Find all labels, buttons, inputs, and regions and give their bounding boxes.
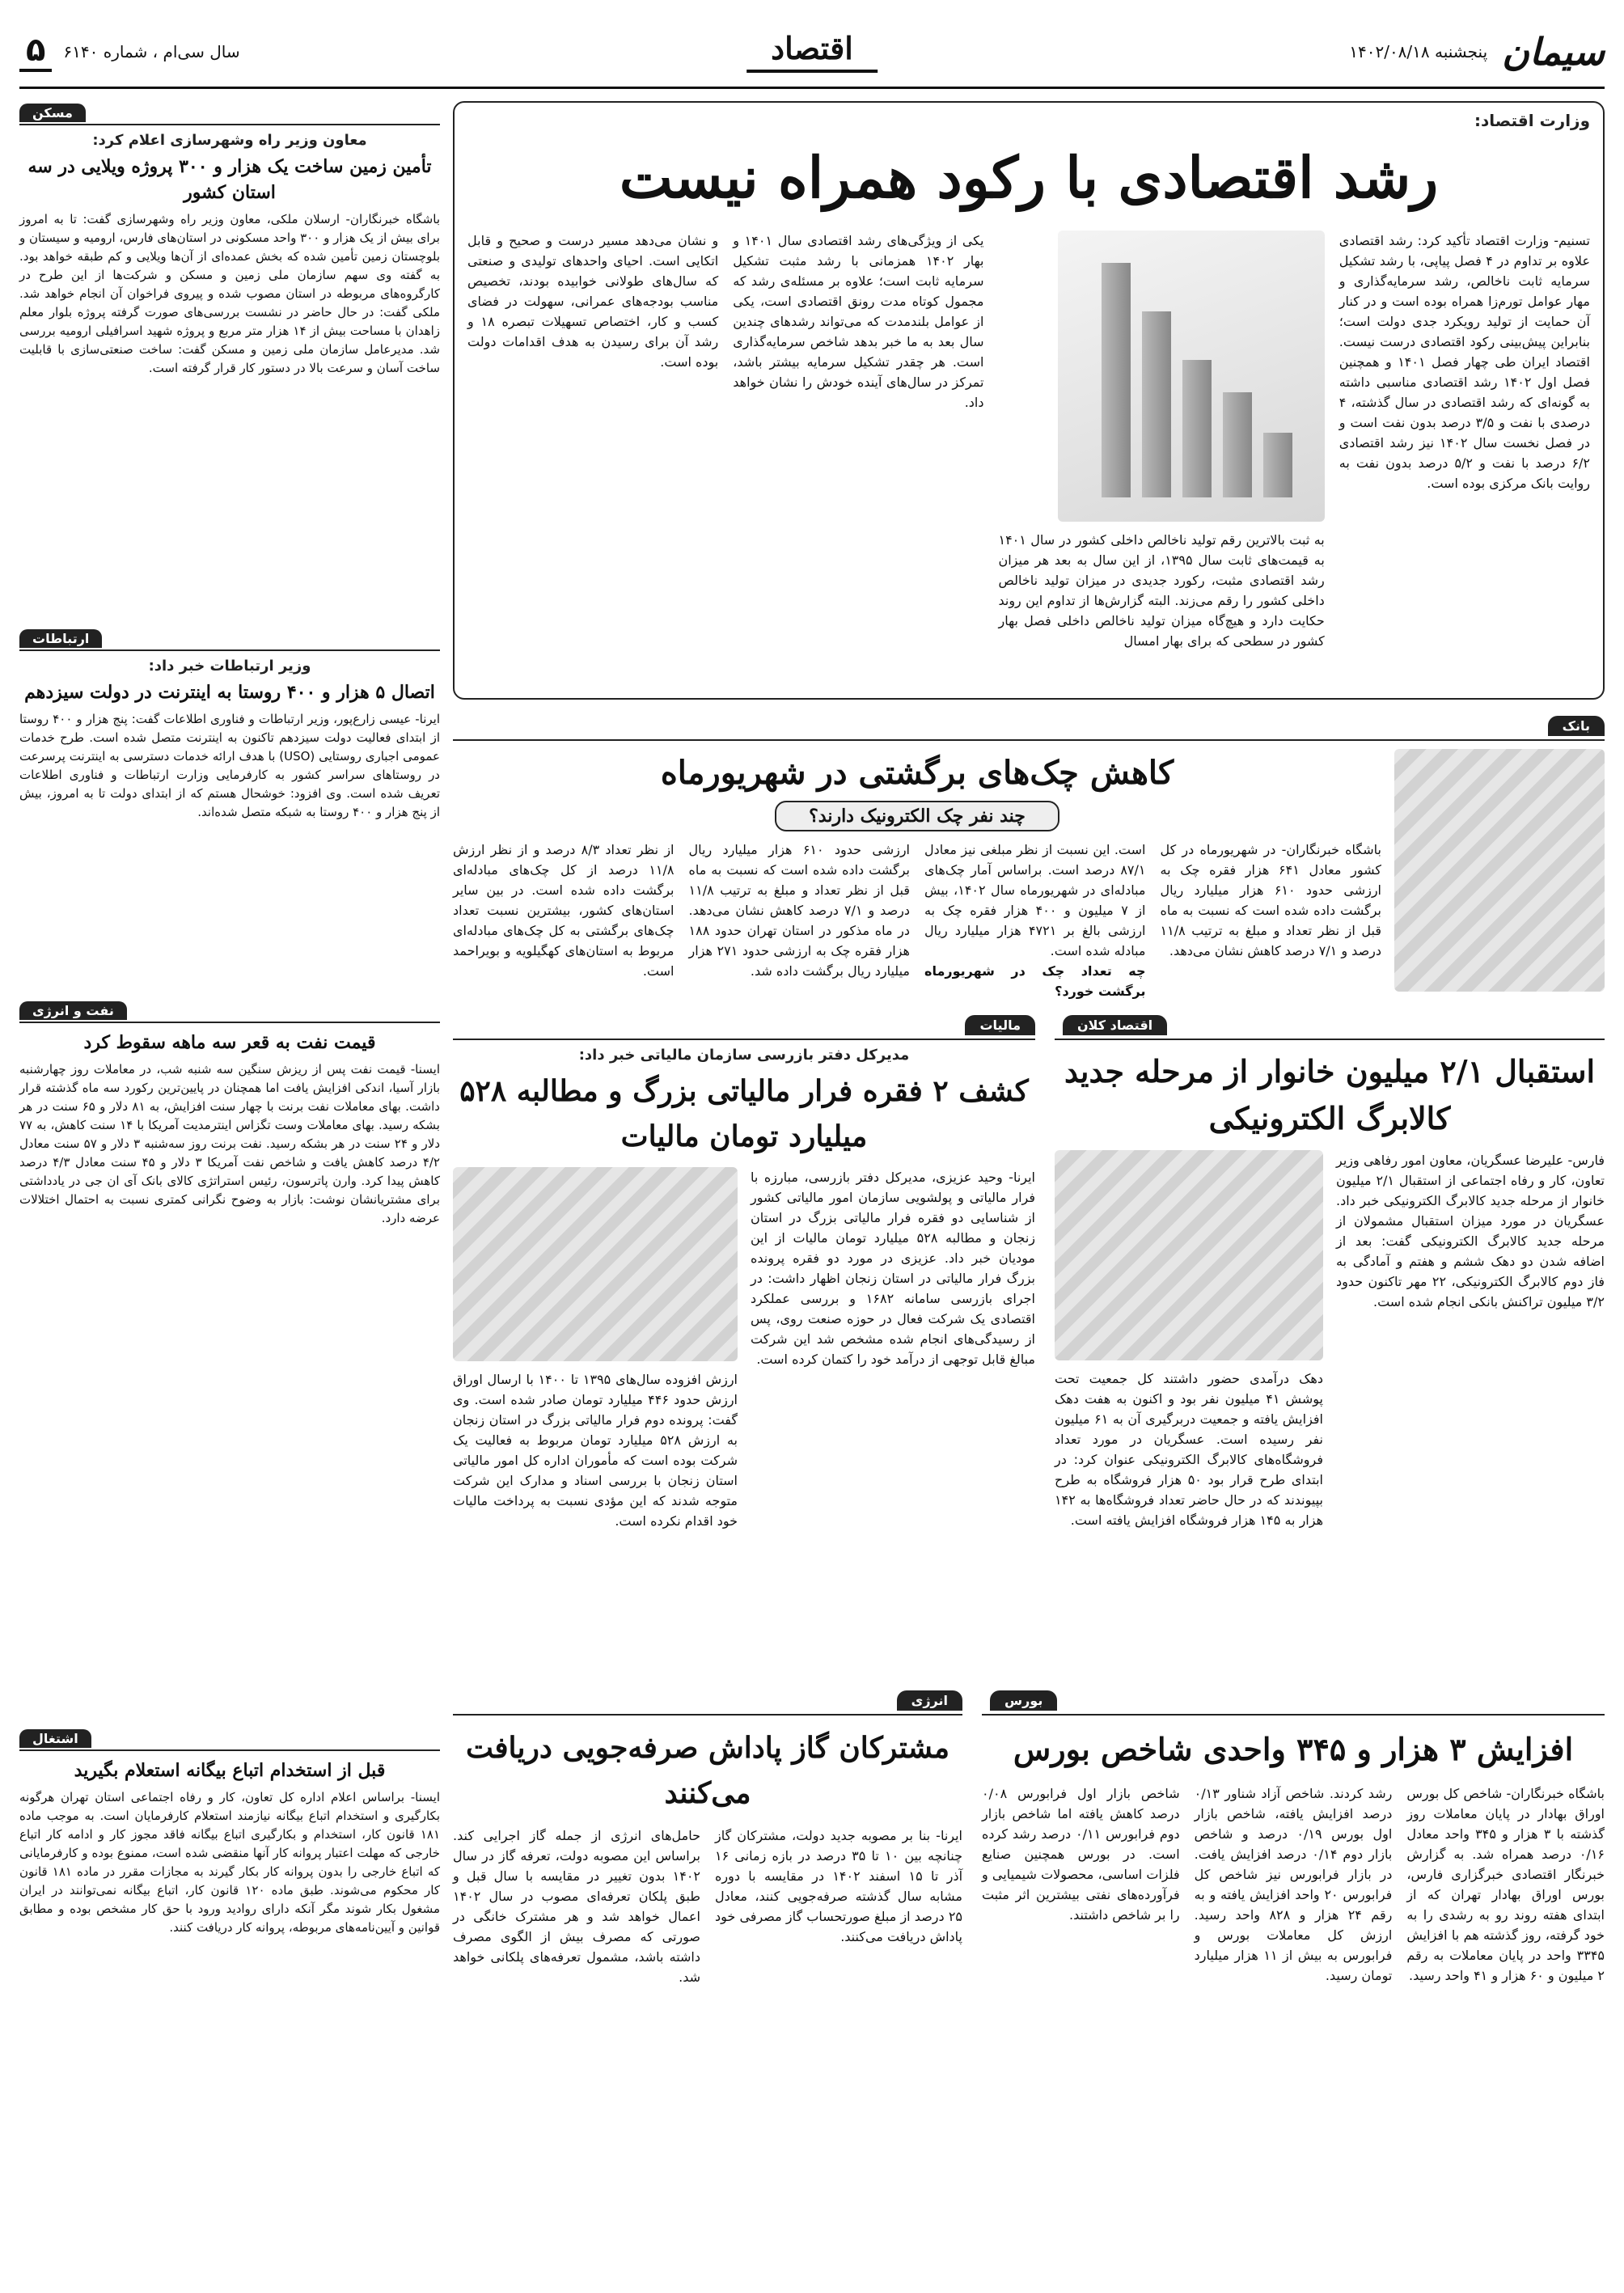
chart-art-bar [1142, 311, 1171, 497]
oil-headline: قیمت نفت به قعر سه ماهه سقوط کرد [83, 1032, 376, 1053]
lead-headline: رشد اقتصادی با رکود همراه نیست [619, 144, 1439, 211]
bourse-tag-row [982, 1686, 1605, 1716]
tax-col-2: ارزش افزوده سال‌های ۱۳۹۵ تا ۱۴۰۰ با ارسال اوراق ارزش حدود ۴۴۶ میلیارد تومان صادر شده است. وی گفت: پرونده دوم فرار مالیاتی بزرگ در استان زنجان به ارزش ۵۲۸ میلیارد تومان مربوط به فعالیت یک شرکت بوده است که مأموران اداره کل امور مالیاتی استان زنجان با بررسی اسناد و مدارک این شرکت متوجه شدند که این مؤدی نسبت به پرداخت مالیات خود اقدام نکرده است. [453, 1372, 738, 1529]
masthead-right [1349, 30, 1605, 74]
bourse-col-2: رشد کردند. شاخص آزاد شناور ۰/۱۳ درصد افزایش یافته، شاخص بازار اول بورس ۰/۱۹ درصد و شاخص بازار دوم ۰/۱۴ درصد افزایش یافت. در بازار فرابورس نیز شاخص کل فرابورس ۲۰ واحد افزایش یافته و به رقم ۲۴ هزار و ۸۲۸ واحد رسید. ارزش کل معاملات بورس و فرابورس به بیش از ۱۱ هزار میلیارد تومان رسید. [1194, 1786, 1393, 1983]
lead-col-4: و نشان می‌دهد مسیر درست و صحیح و قابل اتکایی است. احیای واحدهای تولیدی و صنعتی که سال‌های طولانی خوابیده بودند، تخصیص مناسب بودجه‌های عمرانی، سهولت در فضای کسب و کار، اختصاص تسهیلات تبصره ۱۸ و رشد آن برای رسیدن به هدف اقدامات دولت بوده است. [467, 233, 719, 370]
bank-headline: کاهش چک‌های برگشتی در شهریورماه [660, 754, 1174, 792]
gas-tag-row [453, 1686, 962, 1716]
gas-col-1: ایرنا- بنا بر مصوبه جدید دولت، مشترکان گاز چنانچه بین ۱۰ تا ۳۵ درصد در بازه زمانی ۱۶ آذر تا ۱۵ اسفند ۱۴۰۲ در مقایسه با دوره مشابه سال گذشته صرفه‌جویی کنند، معادل ۲۵ درصد از مبلغ صورتحساب گاز مصرفی خود پاداش دریافت می‌کنند. [715, 1828, 963, 1944]
oil-tag: نفت و انرژی [19, 999, 440, 1023]
kala-col-2: دهک درآمدی حضور داشتند کل جمعیت تحت پوشش ۴۱ میلیون نفر بود و اکنون به هفت دهک افزایش یافته و جمعیت دربرگیری آن به ۶۱ میلیون نفر رسیده است. عسگریان در مورد تعداد فروشگاه‌های کالابرگ الکترونیکی عنوان کرد: در ابتدای طرح قرار بود ۵۰ هزار فروشگاه به طرح بپیوندند که در حال حاضر تعداد فروشگاه‌ها به ۱۴۲ هزار به ۱۴۵ هزار فروشگاه افزایش یافته است. [1055, 1371, 1324, 1528]
housing-headline: تأمین زمین ساخت یک هزار و ۳۰۰ پروژه ویلایی در سه استان کشور [27, 156, 432, 203]
bourse-headline: افزایش ۳ هزار و ۳۴۵ واحدی شاخص بورس [1013, 1731, 1574, 1767]
calculator-photo [453, 1167, 738, 1361]
gas-col-2: حامل‌های انرژی از جمله گاز اجرایی کند. براساس این مصوبه دولت، تعرفه گاز در سال ۱۴۰۲ بدون تغییر در مقایسه با سال قبل و طبق پلکان تعرفه‌ای مصوب در سال ۱۴۰۲ اعمال خواهد شد و هر مشترک خانگی در صورتی که مصرف بیش از الگوی مصرف داشته باشد، مشمول تعرفه‌های پلکانی خواهد شد. [453, 1828, 700, 1985]
bourse-columns [982, 1783, 1605, 1986]
bourse-article [982, 1686, 1605, 2269]
bank-col-3: ارزشی حدود ۶۱۰ هزار میلیارد ریال برگشت داده شده است که نسبت به ماه قبل از نظر تعداد و مبلغ به ترتیب ۱۱/۸ درصد و ۷/۱ درصد کاهش نشان می‌دهد. در ماه مذکور در استان تهران حدود ۱۸۸ هزار فقره چک به ارزشی حدود ۲۷۱ هزار میلیارد ریال برگشت داده شد. [688, 842, 911, 979]
bank-columns [453, 840, 1381, 1001]
oil-body: ایسنا- قیمت نفت پس از ریزش سنگین سه شنبه شب، در معاملات روز چهارشنبه بازار آسیا، اندکی افزایش یافت اما همچنان در پایین‌ترین رکورد سه ماه گذشته قرار داشت. بهای معاملات نفت برنت با چهار سنت افزایش، به ۸۱ دلار و ۶۵ سنت در هر بشکه رسید. بهای معاملات وست تگزاس اینترمدیت آمریکا با ۱۴ سنت کاهش، به ۷۷ دلار و ۲۴ سنت در هر بشکه رسید. نفت برنت روز سه‌شنبه ۳ دلار و ۵۷ سنت معادل ۴/۲ درصد کاهش یافت و شاخص نفت آمریکا ۳ دلار و ۴۵ سنت معادل ۴/۳ درصد کاهش پیدا کرد. وارن پاترسون، رئیس استراتژی کالای بانک آی ان جی در یادداشتی برای مشتریانشان نوشت: بازار به وضوح نگرانی کمتری نسبت به احتمال اختلالات عرضه دارد. [19, 1062, 441, 1225]
gas-columns [453, 1826, 962, 1987]
masthead [19, 16, 1605, 89]
kala-tag-row [1055, 1011, 1605, 1040]
chart-art-bar [1102, 263, 1131, 497]
bourse-tag: بورس [990, 1690, 1057, 1711]
chart-art-bar [1223, 392, 1252, 497]
bank-tag-row [453, 712, 1605, 741]
tax-headline: کشف ۲ فقره فرار مالیاتی بزرگ و مطالبه ۵۲۸ میلیارد تومان مالیات [459, 1074, 1029, 1153]
housing-tag: مسکن [19, 101, 440, 125]
newspaper-logo: سیمان [1502, 29, 1605, 74]
telecom-body: ایرنا- عیسی زارع‌پور، وزیر ارتباطات و فناوری اطلاعات گفت: پنج هزار و ۴۰۰ روستا از ابتدای فعالیت دولت سیزدهم تاکنون به اینترنت متصل شده است. طرح خدمات عمومی اجباری روستایی (USO) با هدف ارائه خدمات دسترسی به اینترنت پرسرعت در روستاهای سراسر کشور به کارفرمایی وزارت ارتباطات و فناوری اطلاعات تعریف شده است. وی افزود: خوشحال هستم که از ابتدای دولت تا به امروز، بیش از پنج هزار و ۴۰۰ روستا به شبکه متصل شده‌اند. [19, 712, 440, 819]
bourse-col-1: باشگاه خبرنگاران- شاخص کل بورس اوراق بهادار در پایان معاملات روز گذشته با ۳ هزار و ۳۴۵ واحد معادل ۰/۱۶ درصد همراه شد. به گزارش خبرنگار اقتصادی خبرگزاری فارس، بورس اوراق بهادار تهران که از ابتدای هفته روند رو به رشدی را به خود گرفته، روز گذشته هم با افزایش ۳۳۴۵ واحد در پایان معاملات به رقم ۲ میلیون و ۶۰ هزار و ۴۱ واحد رسید. [1406, 1786, 1605, 1983]
oil-article [19, 999, 440, 1228]
chart-art-bar [1182, 360, 1212, 497]
tax-tag: مالیات [965, 1015, 1035, 1035]
masthead-left [19, 32, 240, 72]
cheque-photo [1394, 749, 1605, 992]
bourse-col-3: شاخص بازار اول فرابورس ۰/۰۸ درصد کاهش یافته اما شاخص بازار دوم فرابورس ۰/۱۱ درصد رشد کرده است. در بورس همچنین صنایع فلزات اساسی، محصولات شیمیایی و فرآورده‌های نفتی بیشترین اثر مثبت را بر شاخص داشتند. [981, 1786, 1180, 1923]
lead-article [453, 101, 1605, 700]
kala-col-1: فارس- علیرضا عسگریان، معاون امور رفاهی وزیر تعاون، کار و رفاه اجتماعی از استقبال ۲/۱ میلیون خانوار از مرحله جدید کالابرگ الکترونیکی خبر داد. عسگریان در مورد میزان استقبال مشمولان از مرحله جدید کالابرگ الکترونیکی گفت: بعد از اضافه شدن دو دهک ششم و هفتم و آمادگی به فاز دوم کالابرگ الکترونیکی، ۲۲ مهر تاکنون حدود ۳/۲ میلیون تراکنش بانکی انجام شده است. [1336, 1153, 1605, 1309]
tax-col-1: ایرنا- وحید عزیزی، مدیرکل دفتر بازرسی، مبارزه با فرار مالیاتی و پولشویی سازمان امور مالیاتی کشور از شناسایی دو فقره فرار مالیاتی بزرگ در استان زنجان و مطالبه ۵۲۸ میلیارد تومان مالیات از این مودیان خبر داد. عزیزی در مورد دو فقره پرونده بزرگ فرار مالیاتی در استان زنجان اظهار داشت: در اجرای بازرسی سامانه ۱۶۸۲ و بررسی عملکرد اقتصادی یک شرکت فعال در حوزه صنعت روی، پس از رسیدگی‌های انجام شده مشخص شد این شرکت مبالغ قابل توجهی از درآمد خود را کتمان کرده است. [751, 1170, 1036, 1367]
telecom-article [19, 627, 440, 822]
lead-col-1: تسنیم- وزارت اقتصاد تأکید کرد: رشد اقتصادی علاوه بر تداوم در ۴ فصل پیاپی، با رشد تشکیل سرمایه ثابت ناخالص، رشد سرمایه‌گذاری و مهار عوامل تورم‌زا همراه بوده است و در کنار آن حمایت از تولید رویکرد جدی دولت است؛ بنابراین پیش‌بینی رکود اقتصادی درست نیست. اقتصاد ایران طی چهار فصل ۱۴۰۱ و همچنین فصل اول ۱۴۰۲ رشد اقتصادی مناسبی داشته به گونه‌ای که رشد اقتصادی در سال گذشته، ۴ درصدی با نفت و ۳/۵ درصد بدون نفت است و در فصل نخست سال ۱۴۰۲ نیز رشد اقتصادی ۶/۲ درصد با نفت و ۵/۲ درصد بدون نفت به روایت بانک مرکزی بوده است. [1339, 233, 1591, 491]
section-title: اقتصاد [746, 30, 878, 73]
telecom-headline: اتصال ۵ هزار و ۴۰۰ روستا به اینترنت در دولت سیزدهم [24, 682, 435, 703]
employment-headline: قبل از استخدام اتباع بیگانه استعلام بگیرید [74, 1760, 386, 1781]
bank-subtitle: چند نفر چک الکترونیک دارند؟ [775, 801, 1059, 831]
gas-headline: مشترکان گاز پاداش صرفه‌جویی دریافت می‌کنند [465, 1731, 950, 1810]
kala-headline: استقبال ۲/۱ میلیون خانوار از مرحله جدید کالابرگ الکترونیکی [1064, 1053, 1596, 1136]
telecom-kicker: وزیر ارتباطات خبر داد: [148, 658, 311, 675]
lead-kicker: وزارت اقتصاد: [1474, 111, 1590, 130]
bank-col-4: از نظر تعداد ۸/۳ درصد و از نظر ارزش ۱۱/۸ درصد از کل چک‌های مبادله‌ای برگشت داده شده است. در بین سایر استان‌های کشور، بیشترین نسبت تعداد چک‌های برگشتی به کل چک‌های مبادله‌ای مربوط به استان‌های کهگیلویه و بویراحمد است. [453, 842, 675, 979]
chart-art-bar [1263, 433, 1292, 497]
bank-tag: بانک [1548, 716, 1605, 736]
telecom-tag: ارتباطات [19, 627, 440, 651]
gas-article [453, 1686, 962, 2269]
bank-col-1: باشگاه خبرنگاران- در شهریورماه در کل کشور معادل ۶۴۱ هزار فقره چک به ارزشی حدود ۶۱۰ هزار میلیارد ریال برگشت داده شده است که نسبت به ماه قبل از نظر تعداد و مبلغ به ترتیب ۱۱/۸ درصد و ۷/۱ درصد کاهش نشان می‌دهد. [1160, 842, 1382, 958]
bank-inline-kicker: چه تعداد چک در شهریورماه برگشت خورد؟ [924, 963, 1146, 999]
bank-article [453, 712, 1605, 1003]
lead-col-3: یکی از ویژگی‌های رشد اقتصادی سال ۱۴۰۱ و بهار ۱۴۰۲ همزمانی با رشد مثبت تشکیل سرمایه ثابت است؛ علاوه بر مسئله‌ی رشد که مجمول کوتاه مدت رونق اقتصادی است، یکی از عوامل بلندمدت که می‌تواند رشدهای چندین سال بعد به ما خبر بدهد شاخص سرمایه‌گذاری است. هر چقدر تشکیل سرمایه بیشتر باشد، تمرکز در سال‌های آینده خودش را نشان خواهد داد. [733, 233, 984, 410]
kala-tag: اقتصاد کلان [1063, 1015, 1167, 1035]
lead-columns [467, 231, 1590, 651]
lead-col-2: به ثبت بالاترین رقم تولید ناخالص داخلی کشور در سال ۱۴۰۱ به قیمت‌های ثابت سال ۱۳۹۵، از این سال به بعد هر میزان رشد اقتصادی مثبت، رکورد جدیدی در میزان تولید ناخالص داخلی کشور را رقم می‌زند. البته گزارش‌ها از تداوم این روند حکایت دارد و هیچ‌گاه میزان تولید ناخالص داخلی فصل بهار کشور در سطحی که برای بهار امسال [998, 532, 1325, 649]
issue-date: پنجشنبه ۱۴۰۲/۰۸/۱۸ [1349, 41, 1488, 61]
kala-article [1055, 1011, 1605, 1674]
housing-kicker: معاون وزیر راه وشهرسازی اعلام کرد: [92, 132, 367, 149]
card-photo [1055, 1150, 1323, 1360]
bank-col-2: است. این نسبت از نظر مبلغی نیز معادل ۸۷/۱ درصد است. براساس آمار چک‌های مبادله‌ای در شهریورماه سال ۱۴۰۲، بیش از ۷ میلیون و ۴۰۰ هزار فقره چک به ارزشی بالغ بر ۴۷۲۱ هزار میلیارد ریال مبادله شده است. چه تعداد چک در شهریورماه برگشت خورد؟ [924, 842, 1146, 999]
tax-tag-row [453, 1011, 1035, 1040]
housing-article [19, 101, 440, 378]
employment-body: ایسنا- براساس اعلام اداره کل تعاون، کار و رفاه اجتماعی استان تهران هرگونه بکارگیری و استخدام اتباع بیگانه نیازمند استعلام کارفرمایان است. به موجب ماده ۱۸۱ قانون کار، استخدام و بکارگیری اتباع بیگانه فاقد مجوز کار و ادامه کار اتباع خارجی که مهلت اعتبار پروانه کار آنها منقضی شده است، ممنوع بوده و کارفرمایانی که اتباع خارجی را بدون پروانه کار بکار گیرند به مجازات مقرر در ماده ۱۸۱ قانون کار محکوم می‌شوند. طبق ماده ۱۲۰ قانون کار، اتباع بیگانه نمی‌توانند در ایران مشغول بکار شوند مگر آنکه دارای روادید ورود با حق کار مشخص بوده و مطابق قوانین و آیین‌نامه‌های مربوطه، پروانه کار دریافت کنند. [19, 1790, 440, 1935]
issue-number: سال سی‌ام ، شماره ۶۱۴۰ [63, 41, 240, 61]
tax-kicker: مدیرکل دفتر بازرسی سازمان مالیاتی خبر داد: [578, 1047, 910, 1064]
housing-body: باشگاه خبرنگاران- ارسلان ملکی، معاون وزیر راه وشهرسازی گفت: تا به امروز برای بیش از یک هزار و ۳۰۰ واحد مسکونی در استان‌های فارس، ارومیه و سیستان و بلوچستان زمین تأمین شده که بخش عمده‌ای از آن‌ها ویلایی و کم طبقه خواهد بود. به گفته وی سهم سازمان ملی زمین و مسکن و شرکت‌ها از این طرح در کارگروه‌های مربوطه در استان مصوب شده و پیروی فراخوان آن انجام خواهد شد. ملکی گفت: در حال حاضر در نشست بررسی‌های صورت گرفته پروژه بلوار معلم زاهدان با مساحت بیش از ۱۴ هزار متر مربع و پروژه شهید اسرافیلی ارومیه بررسی شد. مدیرعامل سازمان ملی زمین و مسکن گفت: ساخت صنعتی‌سازی با قابلیت ساخت آسان و سرعت بالا در دستور کار قرار گرفته است. [19, 212, 441, 375]
lead-figure-col [998, 231, 1324, 651]
sidebar [19, 101, 440, 2277]
growth-chart-image [1058, 231, 1325, 522]
gas-tag: انرژی [897, 1690, 962, 1711]
employment-article [19, 1727, 440, 1937]
page-number: ۵ [19, 32, 52, 72]
tax-article [453, 1011, 1035, 1674]
employment-tag: اشتغال [19, 1727, 440, 1751]
